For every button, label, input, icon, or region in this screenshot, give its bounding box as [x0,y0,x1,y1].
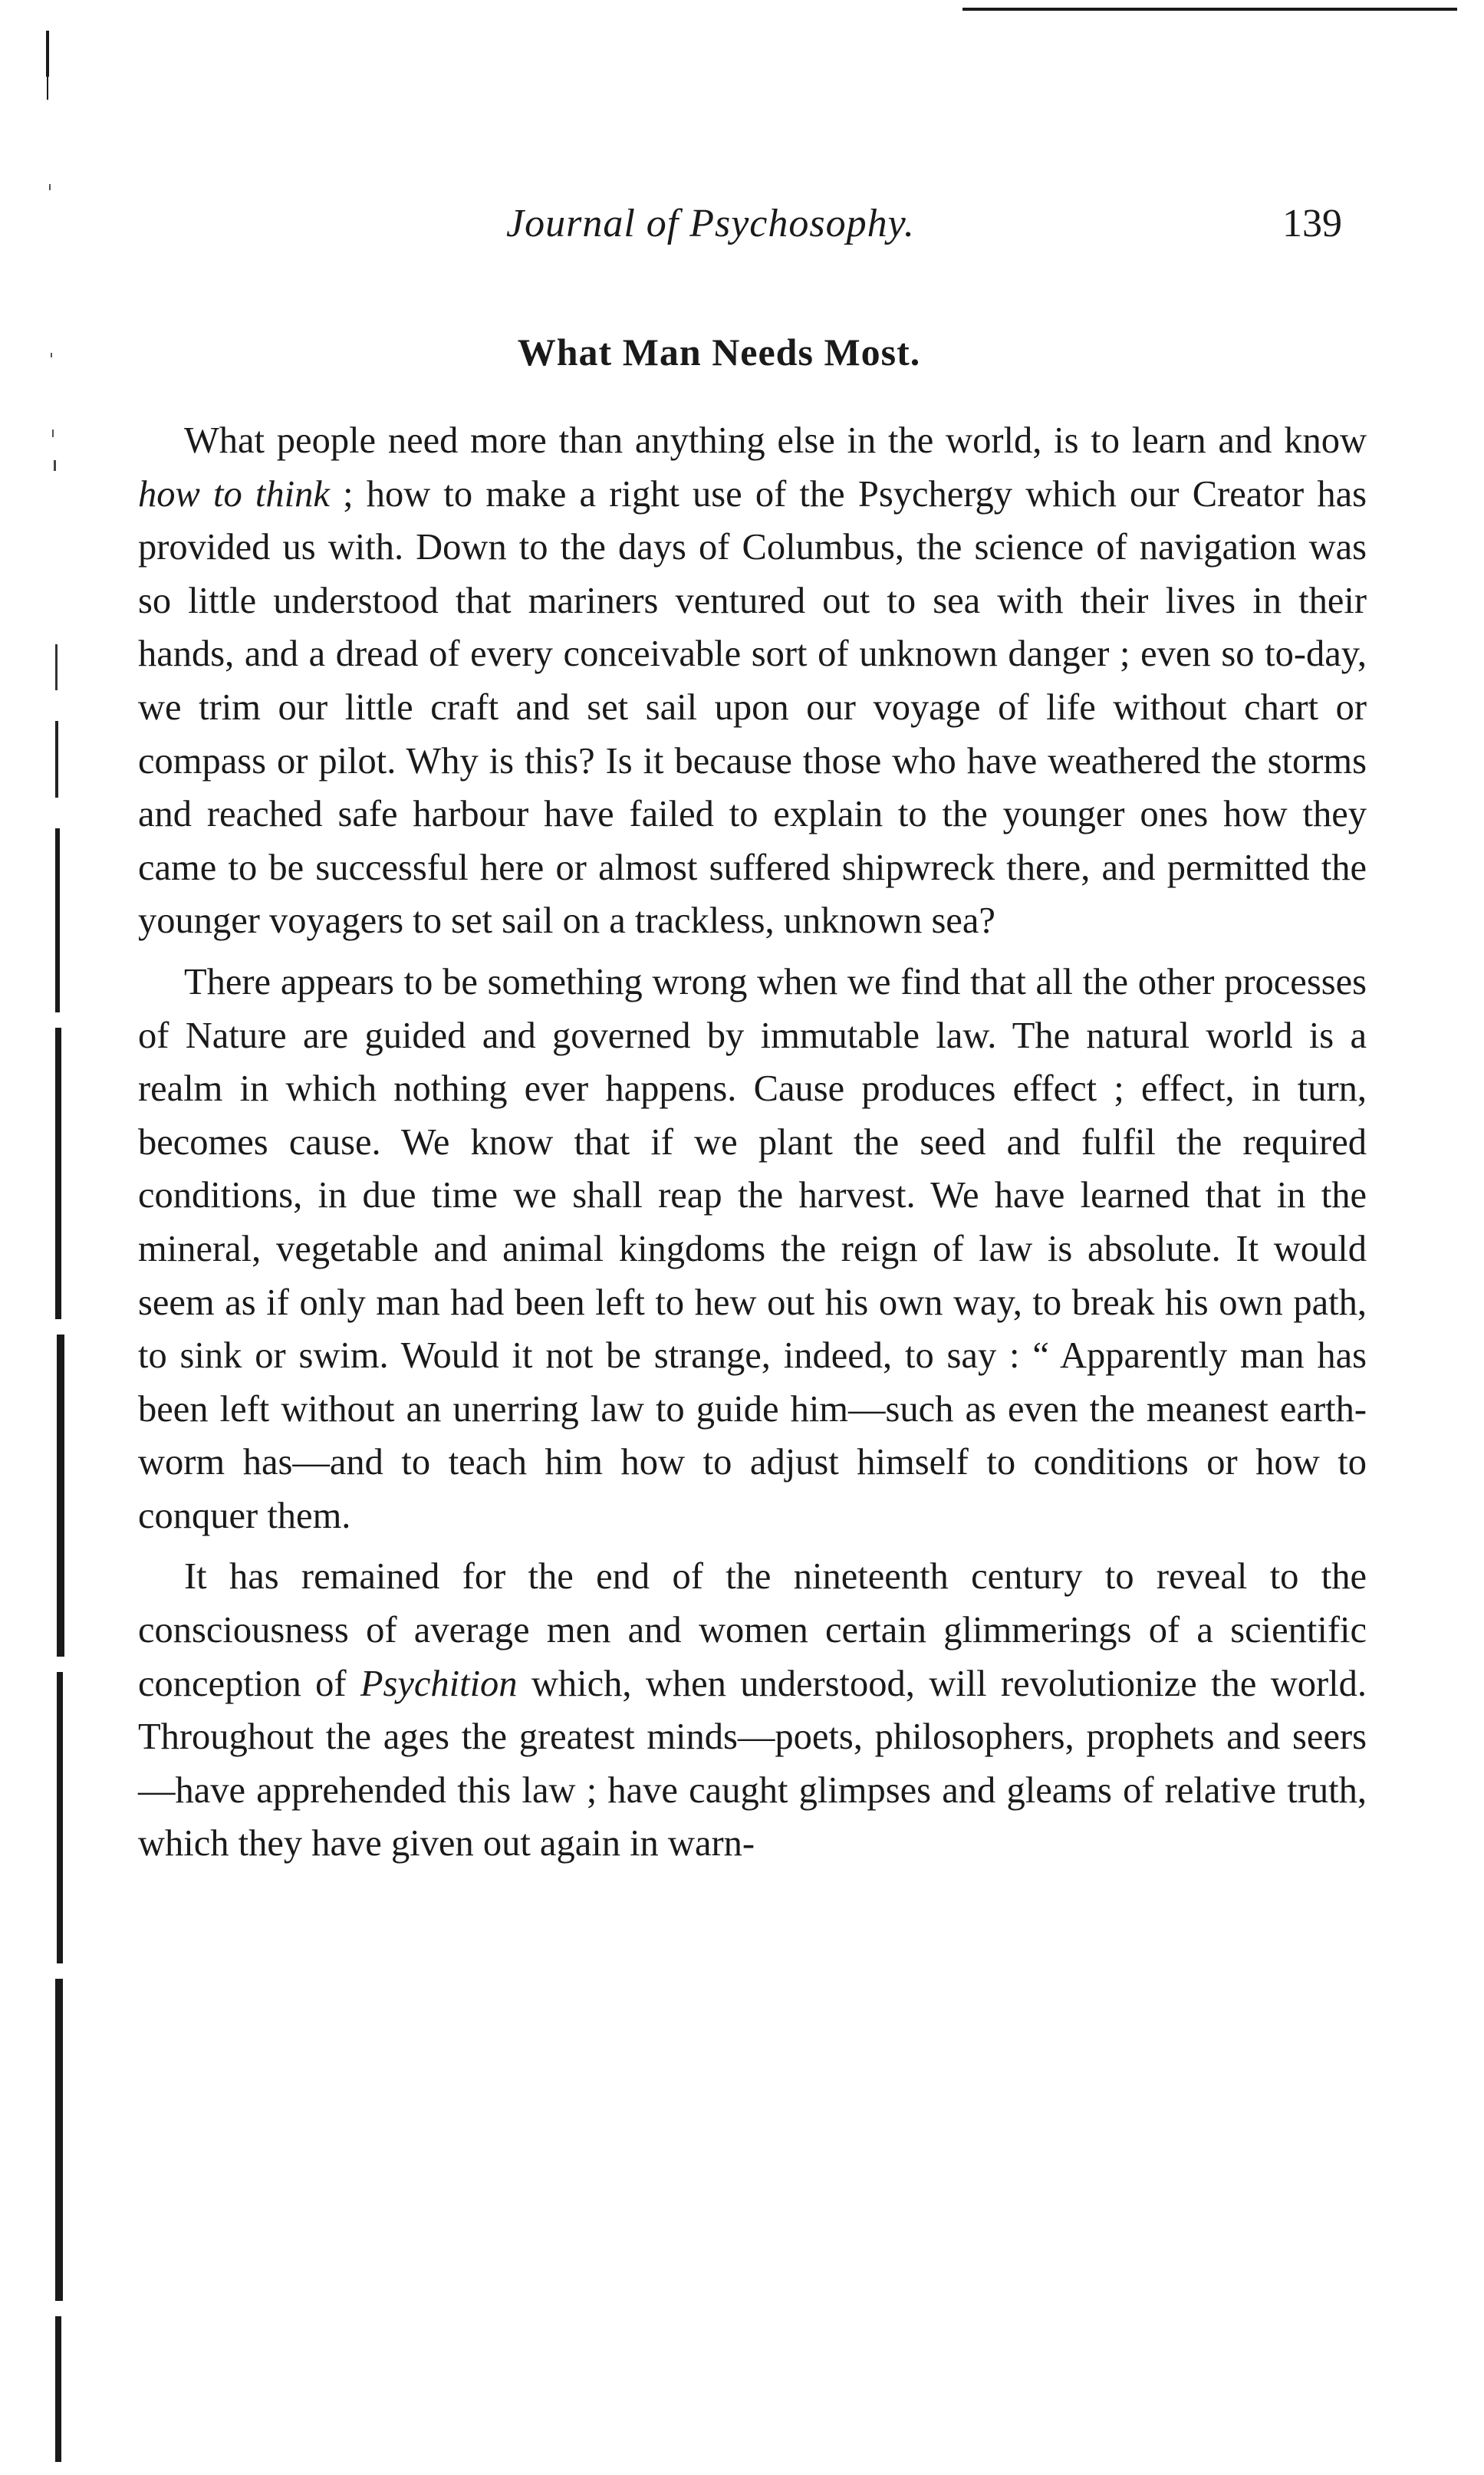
paragraph: There appears to be something wrong when we find that all the other processes of Nature are guided and governed by immutable law. The natural world is a realm in which nothing ever happens. Cause produces effect ; effect, in turn, becomes cause. We know that if we plant the seed and fulfil the required conditions, in due time we shall reap the harvest. We have learned that in the mineral, vegetable and animal kingdoms the reign of law is absolute. It would seem as if only man had been left to hew out his own way, to break his own path, to sink or swim. Would it not be strange, indeed, to say : “ Apparently man has been left without an unerring law to guide him—such as even the meanest earth-worm has—and to teach him how to adjust himself to conditions or how to conquer them. [138,961,1367,1536]
running-head [0,201,1484,262]
emphasis: Psychition [360,1663,518,1704]
article-title [0,330,1484,374]
article-title-text: What Man Needs Most. [517,331,921,374]
paragraph: It has remained for the end of the nineteenth century to reveal to the consciousness of average men and women certain glimmerings of a scientific conception of Psychition which, when understood, will revolutionize the world. Throughout the ages the greatest minds—poets, philosophers, prophets and seers—have apprehended this law ; have caught glimpses and gleams of relative truth, which they have given out again in warn- [138,1556,1367,1864]
page-number: 139 [1282,202,1342,245]
binding-edge [44,31,81,2462]
paragraph: What people need more than anything else in the world, is to learn and know how to think ; how to make a right use of the Psychergy which our Creator has provided us with. Down to the days of Columbus, the science of navigation was so little understood that mariners ventured out to sea with their lives in their hands, and a dread of every conceivable sort of unknown danger ; even so to-day, we trim our little craft and set sail upon our voyage of life without chart or compass or pilot. Why is this? Is it because those who have weathered the storms and reached safe harbour have failed to explain to the younger ones how they came to be successful here or almost suffered shipwreck there, and permitted the younger voyagers to set sail on a trackless, unknown sea? [138,420,1367,942]
journal-title: Journal of Psychosophy. [506,202,915,245]
emphasis: how to think [138,473,330,515]
top-rule [962,8,1457,11]
article-body [138,414,1367,1878]
